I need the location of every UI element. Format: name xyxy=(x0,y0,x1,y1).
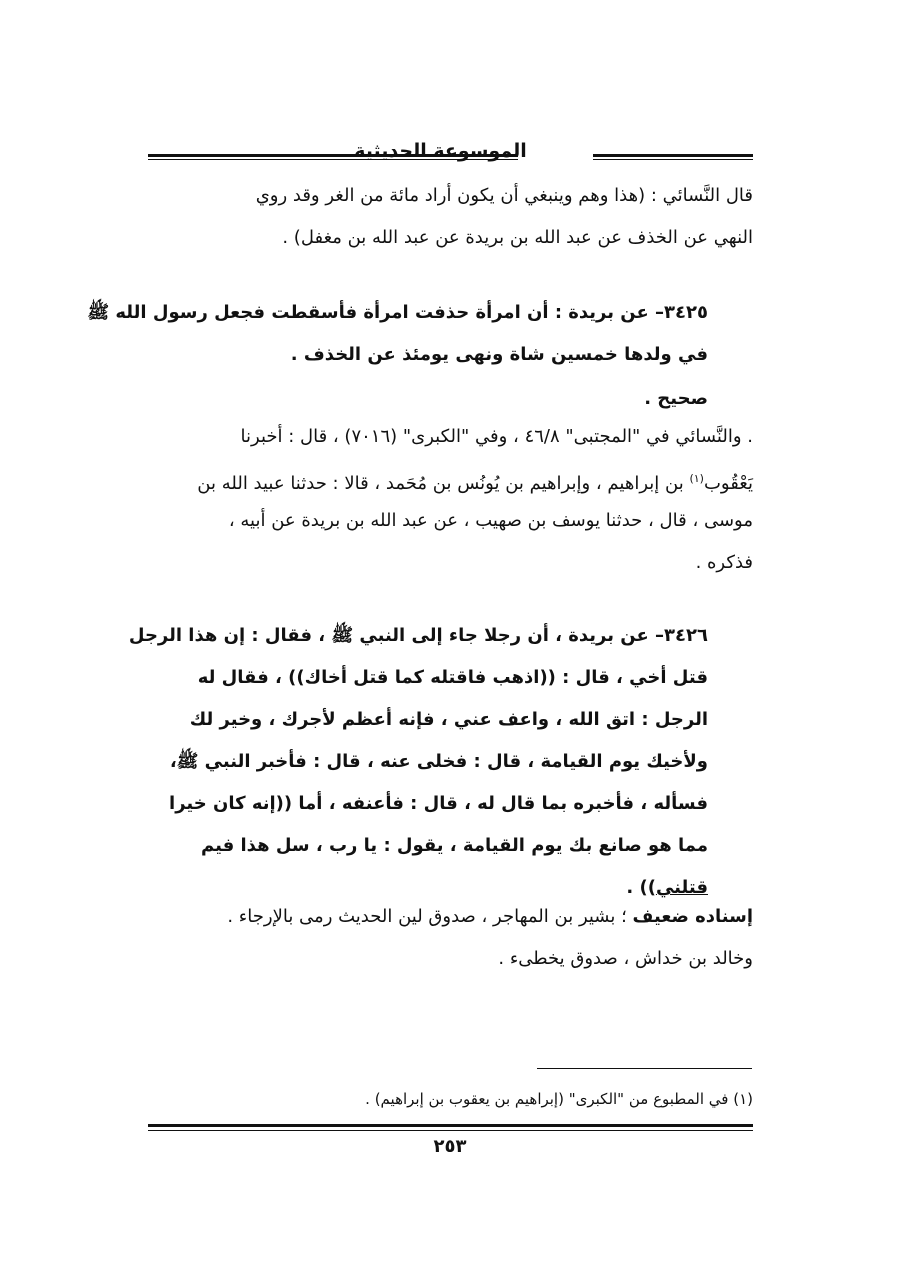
grade-label: إسناده ضعيف xyxy=(632,906,753,927)
grade-detail: ؛ بشير بن المهاجر ، صدوق لين الحديث رمى بالإرجاء . xyxy=(227,906,633,927)
nasai-note-line: قال النَّسائي : (هذا وهم وينبغي أن يكون أراد مائة من الغر وقد روي xyxy=(255,185,753,206)
hadith-3425-line: في ولدها خمسين شاة ونهى يومئذ عن الخذف . xyxy=(290,344,708,365)
header-rule-right xyxy=(593,154,753,157)
hadith-3426-line: ٣٤٢٦– عن بريدة ، أن رجلا جاء إلى النبي ﷺ ، فقال : إن هذا الرجل xyxy=(128,625,708,646)
underlined-word: قتلني xyxy=(655,877,708,898)
footnote-divider xyxy=(537,1068,752,1069)
nasai-note xyxy=(148,175,753,259)
grade-line xyxy=(148,896,753,938)
hadith-3426-grade xyxy=(148,896,753,980)
footnote-marker: (١) xyxy=(689,472,704,485)
source-line: فذكره . xyxy=(695,552,753,573)
grade-text: صحيح . xyxy=(644,388,708,409)
source-line xyxy=(148,458,753,500)
source-text: يَعْقُوب xyxy=(703,473,753,494)
source-text: بن إبراهيم ، وإبراهيم بن يُونُس بن مُحَمد ، قالا : حدثنا عبيد الله بن xyxy=(197,473,690,494)
hadith-3426-line: فسأله ، فأخبره بما قال له ، قال : فأعنفه ، أما ((إنه كان خيرا xyxy=(169,793,708,814)
hadith-3425-line: ٣٤٢٥– عن بريدة : أن امرأة حذفت امرأة فأسقطت فجعل رسول الله ﷺ xyxy=(87,302,708,323)
bottom-rule xyxy=(148,1124,753,1127)
hadith-3426-line: قتل أخي ، قال : ((اذهب فاقتله كما قتل أخاك)) ، فقال له xyxy=(197,667,708,688)
page-number: ٢٥٣ xyxy=(433,1136,467,1157)
source-line: موسى ، قال ، حدثنا يوسف بن صهيب ، عن عبد الله بن بريدة عن أبيه ، xyxy=(228,510,753,531)
hadith-3426-end: )) . xyxy=(626,877,656,898)
source-line: . والنَّسائي في "المجتبى" ٤٦/٨ ، وفي "الكبرى" (٧٠١٦) ، قال : أخبرنا xyxy=(240,426,753,447)
hadith-3425-grade xyxy=(148,378,708,420)
footnote: (١) في المطبوع من "الكبرى" (إبراهيم بن يعقوب بن إبراهيم) . xyxy=(365,1090,753,1108)
header-title: الموسوعة الحديثية xyxy=(354,140,527,162)
nasai-note-line: النهي عن الخذف عن عبد الله بن بريدة عن عبد الله بن مغفل) . xyxy=(282,227,753,248)
hadith-3426-line: مما هو صانع بك يوم القيامة ، يقول : يا رب ، سل هذا فيم xyxy=(200,835,708,856)
hadith-3425 xyxy=(87,292,708,376)
grade-line: وخالد بن خداش ، صدوق يخطىء . xyxy=(498,948,753,969)
hadith-3426 xyxy=(128,615,708,909)
hadith-3425-source xyxy=(148,416,753,584)
hadith-3426-line: الرجل : اتق الله ، واعف عني ، فإنه أعظم لأجرك ، وخير لك xyxy=(189,709,708,730)
page-header xyxy=(148,140,753,170)
hadith-3426-line: ولأخيك يوم القيامة ، قال : فخلى عنه ، قال : فأخبر النبي ﷺ، xyxy=(169,751,708,772)
